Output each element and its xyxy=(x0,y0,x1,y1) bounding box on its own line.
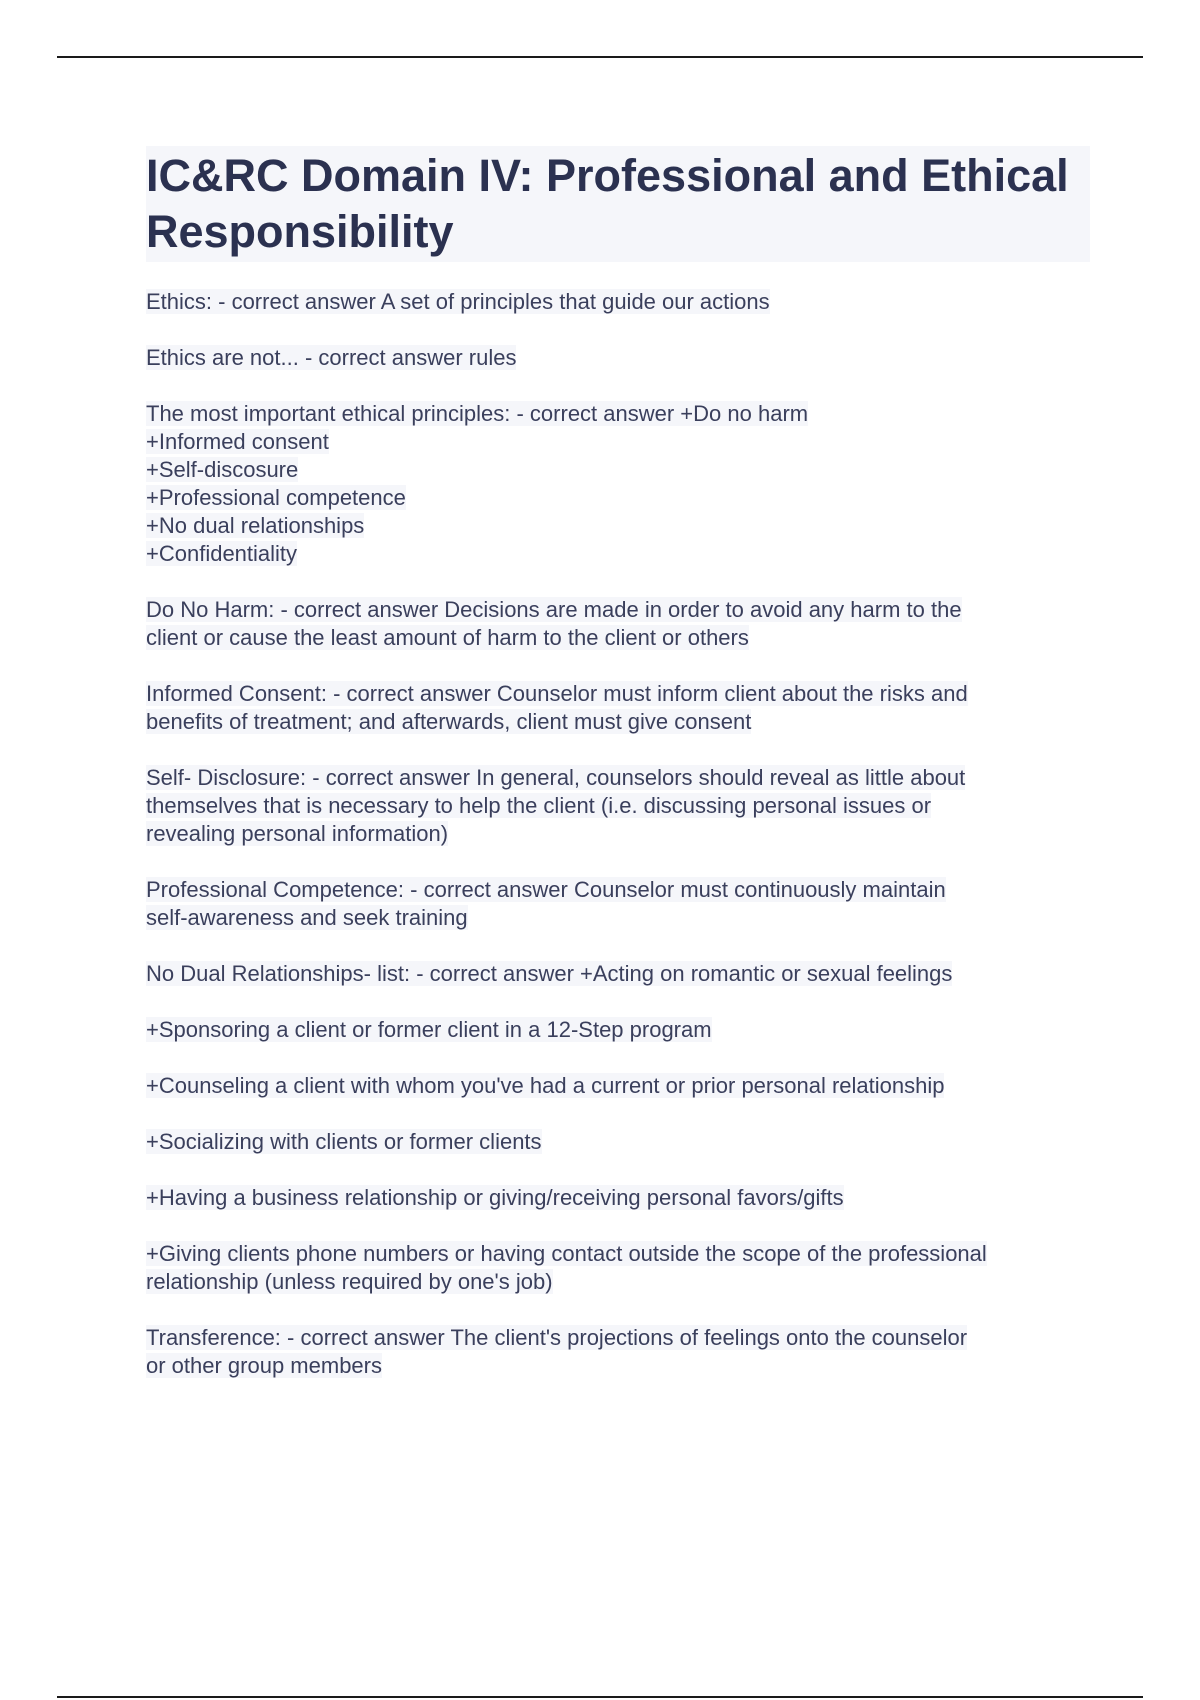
qa-line: No Dual Relationships- list: - correct answer +Acting on romantic or sexual feelings xyxy=(146,961,953,986)
qa-line: +Socializing with clients or former clients xyxy=(146,1129,542,1154)
qa-entry xyxy=(146,764,1090,848)
qa-entry xyxy=(146,1128,1090,1156)
qa-line: revealing personal information) xyxy=(146,821,449,846)
qa-entry xyxy=(146,960,1090,988)
qa-entry xyxy=(146,596,1090,652)
qa-line: Professional Competence: - correct answer Counselor must continuously maintain xyxy=(146,877,946,902)
qa-entry xyxy=(146,1240,1090,1296)
qa-entry xyxy=(146,1184,1090,1212)
qa-line: +Giving clients phone numbers or having contact outside the scope of the professional xyxy=(146,1241,987,1266)
qa-line: +Confidentiality xyxy=(146,541,298,566)
qa-line: themselves that is necessary to help the client (i.e. discussing personal issues or xyxy=(146,793,932,818)
document-title: IC&RC Domain IV: Professional and Ethical Responsibility xyxy=(146,146,1090,262)
qa-line: +Sponsoring a client or former client in a 12-Step program xyxy=(146,1017,712,1042)
qa-line: self-awareness and seek training xyxy=(146,905,468,930)
qa-line: Self- Disclosure: - correct answer In general, counselors should reveal as little about xyxy=(146,765,966,790)
qa-line: Transference: - correct answer The client's projections of feelings onto the counselor xyxy=(146,1325,968,1350)
qa-line: Ethics are not... - correct answer rules xyxy=(146,345,517,370)
top-rule xyxy=(57,56,1143,58)
qa-entry xyxy=(146,400,1090,568)
qa-line: +Self-discosure xyxy=(146,457,299,482)
qa-entry xyxy=(146,288,1090,316)
qa-line: or other group members xyxy=(146,1353,382,1378)
qa-line: Do No Harm: - correct answer Decisions are made in order to avoid any harm to the xyxy=(146,597,962,622)
qa-line: The most important ethical principles: - correct answer +Do no harm xyxy=(146,401,809,426)
qa-line: +No dual relationships xyxy=(146,513,365,538)
document-body xyxy=(146,146,1090,1408)
qa-entry xyxy=(146,1072,1090,1100)
qa-entry xyxy=(146,1324,1090,1380)
qa-entry xyxy=(146,344,1090,372)
qa-line: benefits of treatment; and afterwards, client must give consent xyxy=(146,709,752,734)
qa-list xyxy=(146,288,1090,1380)
qa-entry xyxy=(146,680,1090,736)
qa-line: client or cause the least amount of harm to the client or others xyxy=(146,625,749,650)
qa-line: Ethics: - correct answer A set of principles that guide our actions xyxy=(146,289,770,314)
qa-line: Informed Consent: - correct answer Counselor must inform client about the risks and xyxy=(146,681,968,706)
qa-entry xyxy=(146,876,1090,932)
qa-line: +Professional competence xyxy=(146,485,406,510)
qa-line: +Having a business relationship or giving/receiving personal favors/gifts xyxy=(146,1185,844,1210)
qa-line: +Informed consent xyxy=(146,429,329,454)
qa-line: relationship (unless required by one's job) xyxy=(146,1269,553,1294)
qa-line: +Counseling a client with whom you've had a current or prior personal relationship xyxy=(146,1073,945,1098)
qa-entry xyxy=(146,1016,1090,1044)
bottom-rule xyxy=(57,1696,1143,1698)
